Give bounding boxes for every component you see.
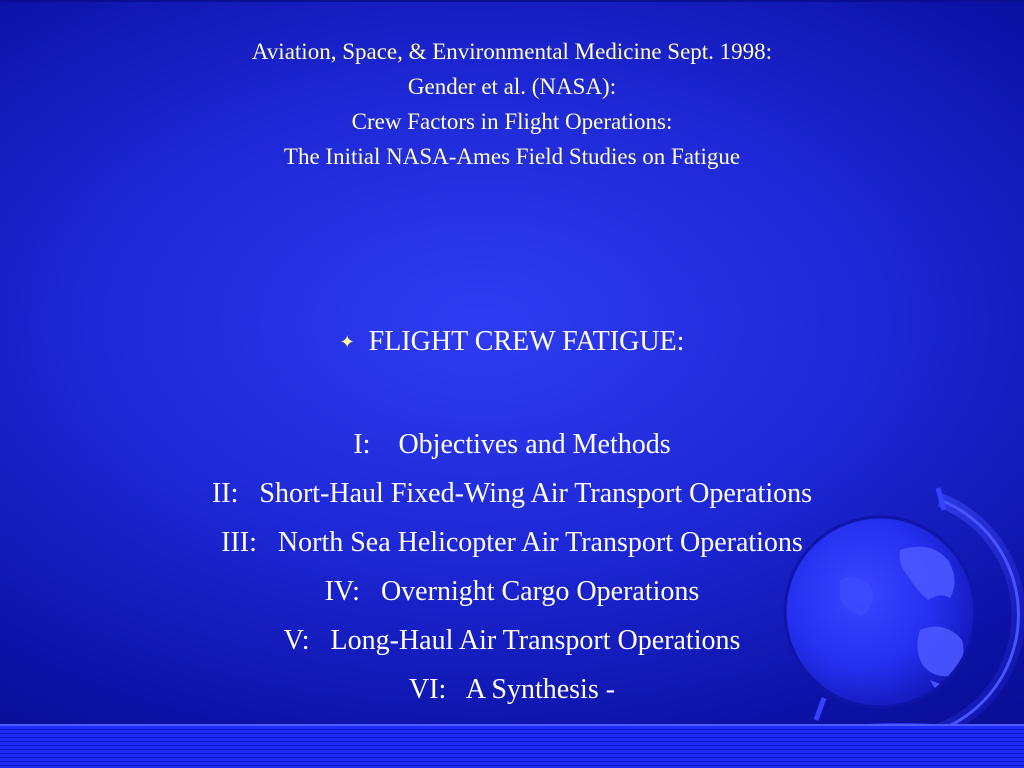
- list-item: I: Objectives and Methods: [353, 429, 671, 460]
- heading-text: FLIGHT CREW FATIGUE:: [368, 326, 685, 357]
- list-item: III: North Sea Helicopter Air Transport Operations: [221, 527, 803, 558]
- title-line: Gender et al. (NASA):: [407, 74, 617, 99]
- top-border: [0, 0, 1024, 2]
- list-item: II: Short-Haul Fixed-Wing Air Transport Operations: [211, 478, 813, 509]
- slide-title: [0, 34, 1024, 174]
- spacer: [0, 362, 1024, 420]
- title-line: Crew Factors in Flight Operations:: [351, 109, 673, 134]
- title-line: Aviation, Space, & Environmental Medicine Sept. 1998:: [251, 39, 773, 64]
- list-item: V: Long-Haul Air Transport Operations: [283, 625, 741, 656]
- footer-bar: [0, 724, 1024, 768]
- list-item: IV: Overnight Cargo Operations: [324, 576, 700, 607]
- title-line: The Initial NASA-Ames Field Studies on Fatigue: [283, 144, 741, 169]
- section-heading: [0, 322, 1024, 362]
- globe-icon: [780, 480, 1024, 760]
- four-point-star-icon: ✦: [339, 331, 355, 352]
- list-item: VI: A Synthesis -: [408, 674, 616, 705]
